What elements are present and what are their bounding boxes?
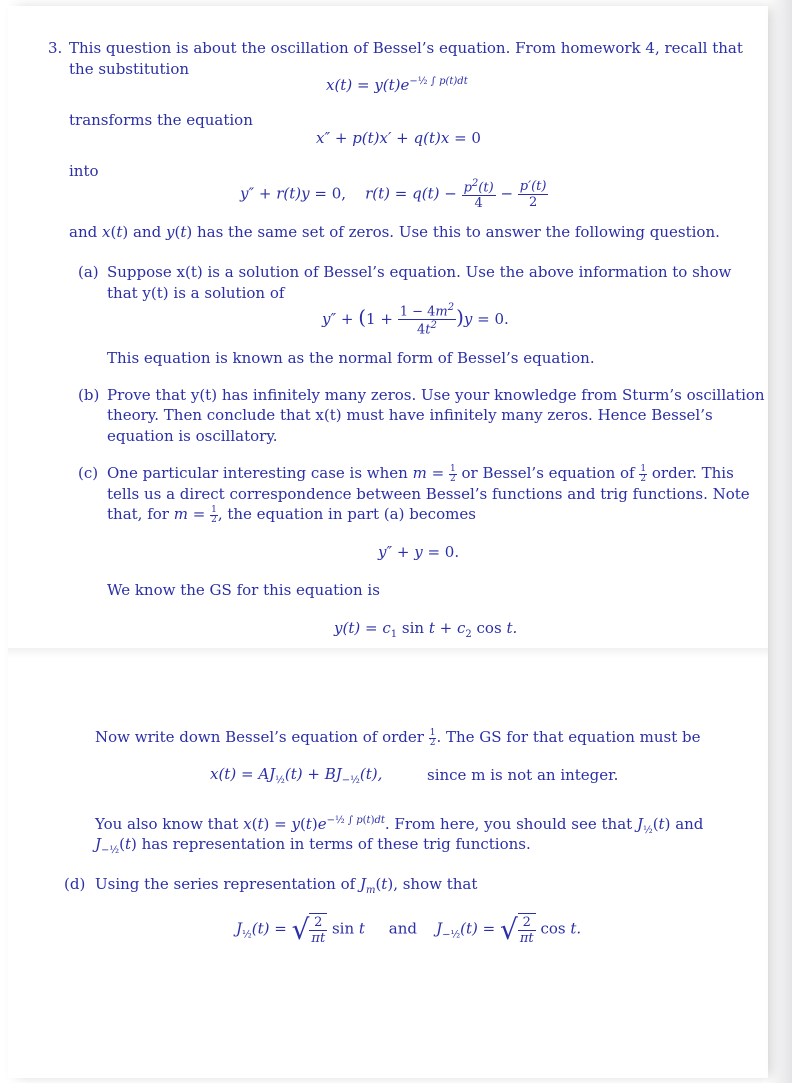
substitution-equation: $x(t) = y(t)e^{-\frac{1}{2} \int p(t)dt}$ [326, 76, 468, 94]
simple-harmonic-equation: y″ + y = 0. [378, 543, 460, 561]
part-c-line-3: that, for m = $\frac{1}{2}$ , the equation in part (a) becomes [107, 504, 476, 525]
part-c-line-1: One particular interesting case is when m = $\frac{1}{2}$ or Bessel’s equation of $\frac{1}{2}$ order. This [107, 463, 734, 484]
part-c-label: (c) [78, 464, 99, 482]
part-a-line-3: This equation is known as the normal form of Bessel’s equation. [107, 349, 595, 367]
bessel-half-order-identities: $J_{\frac{1}{2}}(t)$ = √ $\frac{2}{\pi t}$ sin t and $J_{-\frac{1}{2}}(t)$ = √ $\frac{2}{\pi t}$ cos t. [236, 913, 582, 946]
part-d-label: (d) [64, 875, 86, 893]
part-b-line-2: theory. Then conclude that x(t) must have infinitely many zeros. Hence Bessel’s [107, 406, 713, 424]
part-c-line-2: tells us a direct correspondence between Bessel’s functions and trig functions. Note [107, 485, 750, 503]
part-a-line-1: Suppose x(t) is a solution of Bessel’s equation. Use the above information to show [107, 263, 732, 281]
part-a-line-2: that y(t) is a solution of [107, 284, 285, 302]
since-text: since m is not an integer. [427, 766, 619, 784]
same-zeros-line: and x(t) and y(t) has the same set of zeros. Use this to answer the following question. [69, 223, 720, 241]
part-c-also-line-2: $J_{-\frac{1}{2}}(t)$ has representation in terms of these trig functions. [95, 835, 531, 856]
normal-form-equation: y″ + r(t)y = 0, r(t) = q(t) − $\frac{p^2(t)}{4}$ − $\frac{p'(t)}{2}$ [240, 178, 547, 212]
part-c-order-text: Now write down Bessel’s equation of order $\frac{1}{2}$ . The GS for that equation must be [95, 727, 701, 748]
bessel-normal-form-equation: y″ + (1 + $\frac{1 - 4m^2}{4t^2}$ )y = 0. [322, 302, 509, 338]
intro-line-1: This question is about the oscillation of Bessel’s equation. From homework 4, recall that [69, 39, 743, 57]
part-b-line-3: equation is oscillatory. [107, 427, 278, 445]
intro-line-2: the substitution [69, 60, 190, 78]
transforms-label: transforms the equation [69, 111, 253, 129]
second-order-equation: x″ + p(t)x′ + q(t)x = 0 [316, 129, 481, 147]
part-b-label: (b) [78, 386, 100, 404]
part-c-also-line-1: You also know that $x(t) = y(t)e^{-\frac{1}{2} \int p(t)dt}$. From here, you should see that $J_{\frac{1}{2}}(t)$ and [95, 815, 704, 836]
general-solution-equation: $y(t) = c_1$ $\sin t + c_2$ cos t. [334, 619, 518, 640]
part-c-gs-text: We know the GS for this equation is [107, 581, 380, 599]
page-break-shadow [8, 648, 768, 658]
page-edge-shadow [766, 0, 792, 1083]
part-b-line-1: Prove that y(t) has infinitely many zeros. Use your knowledge from Sturm’s oscillation [107, 386, 765, 404]
part-d-line-1: Using the series representation of $J_m(t)$, show that [95, 875, 478, 896]
into-label: into [69, 162, 99, 180]
bessel-general-solution: $x(t) = AJ_{\frac{1}{2}}(t) + BJ_{-\frac{1}{2}}(t)$, [210, 765, 383, 786]
problem-number: 3. [48, 39, 63, 57]
part-a-label: (a) [78, 263, 99, 281]
